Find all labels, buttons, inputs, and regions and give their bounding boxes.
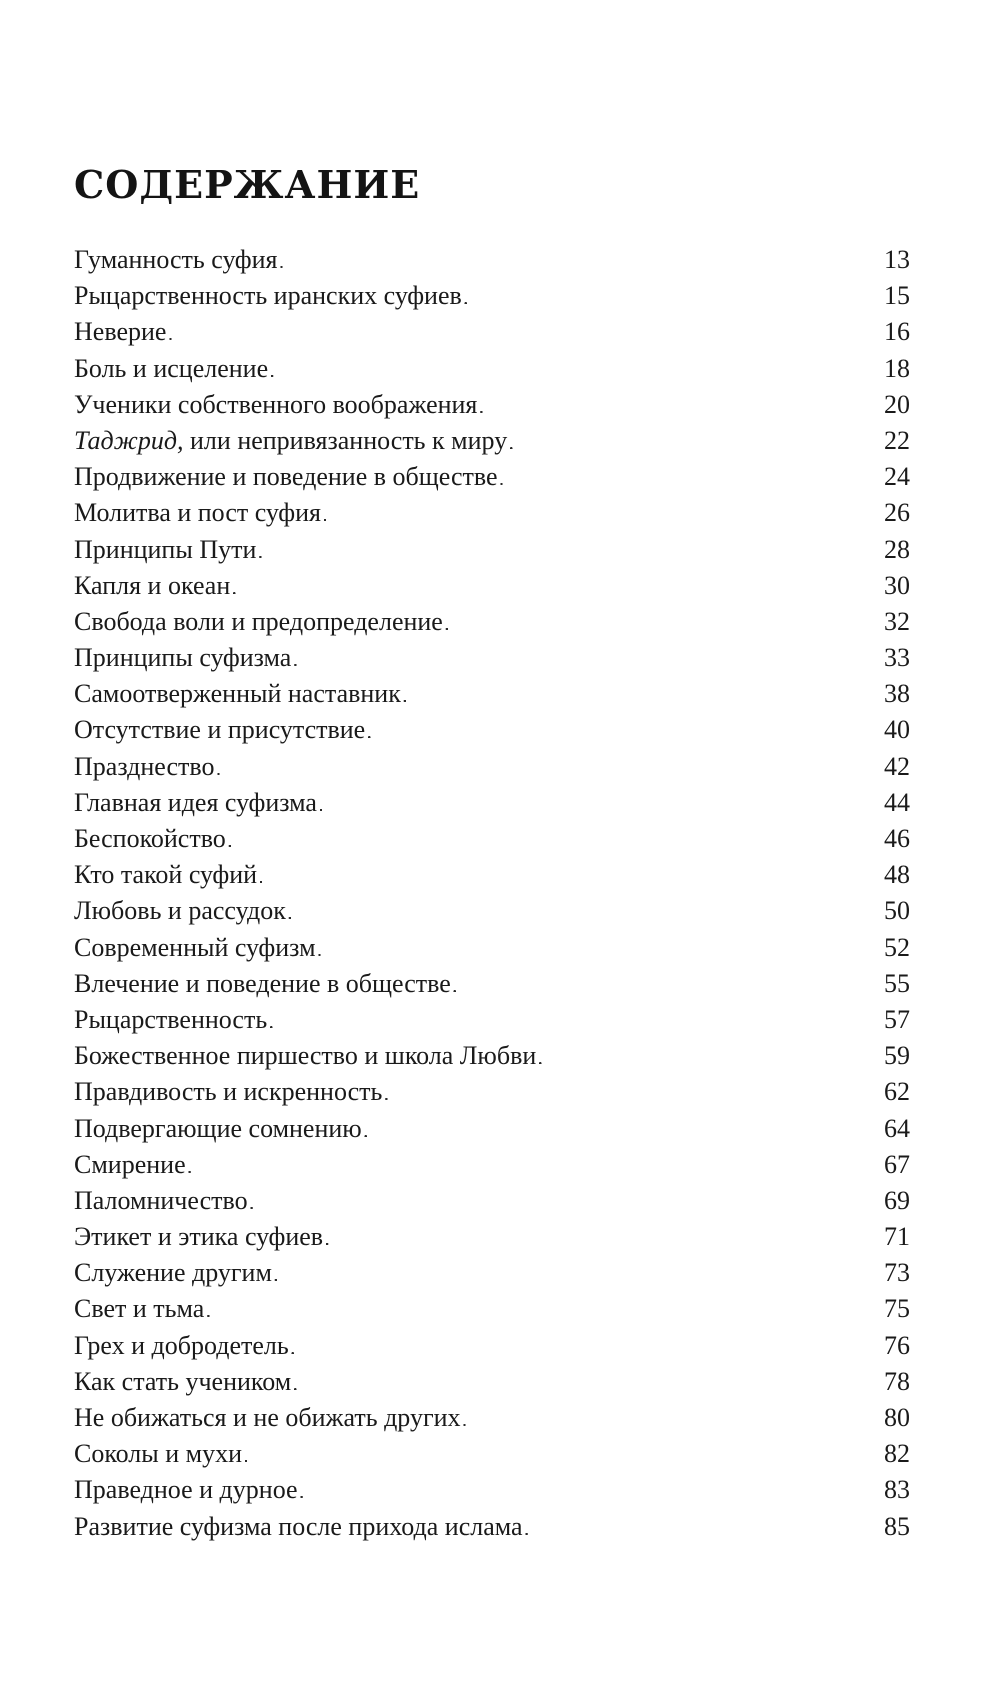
- toc-entry-page-number: 50: [884, 896, 910, 926]
- toc-dot-leader: [538, 1038, 882, 1078]
- toc-entry-page-number: 48: [884, 860, 910, 890]
- toc-entry-page-number: 57: [884, 1004, 910, 1034]
- toc-entry-title: [74, 857, 257, 893]
- toc-entry-title: [74, 423, 507, 459]
- toc-dot-leader: [453, 966, 882, 1006]
- toc-entry-title-text: Молитва и пост суфия: [74, 498, 321, 528]
- toc-entry-title-text: Капля и океан: [74, 570, 231, 600]
- toc-entry-title-text: Праведное и дурное: [74, 1475, 298, 1505]
- toc-dot-leader: [509, 423, 882, 463]
- toc-entry-title: [74, 1509, 523, 1545]
- toc-entry-title: [74, 1400, 461, 1436]
- toc-entry-title-text: Развитие суфизма после прихода ислама: [74, 1511, 523, 1541]
- toc-entry-title-text: Беспокойство: [74, 824, 226, 853]
- page-title: СОДЕРЖАНИЕ: [74, 162, 421, 207]
- toc-entry: [74, 1002, 910, 1038]
- toc-entry-title: [74, 1074, 382, 1110]
- toc-entry: [74, 857, 910, 893]
- toc-dot-leader: [280, 242, 882, 282]
- toc-entry: [74, 640, 910, 676]
- toc-dot-leader: [525, 1509, 882, 1549]
- toc-entry-title: [74, 1436, 242, 1472]
- toc-entry-title: [74, 1147, 186, 1183]
- toc-entry-title: [74, 314, 166, 350]
- toc-dot-leader: [228, 821, 882, 861]
- toc-dot-leader: [259, 857, 882, 897]
- toc-entry-title: [74, 712, 365, 748]
- toc-dot-leader: [269, 1002, 882, 1042]
- toc-entry-title-text: Служение другим: [74, 1258, 272, 1288]
- toc-entry: [74, 314, 910, 350]
- toc-entry-title: [74, 966, 451, 1002]
- toc-entry-title: [74, 532, 256, 568]
- toc-entry: [74, 278, 910, 314]
- toc-entry-title-text: Неверие: [74, 317, 167, 347]
- toc-entry: [74, 893, 910, 929]
- toc-entry-title-text: Соколы и мухи: [74, 1439, 243, 1469]
- toc-dot-leader: [384, 1074, 882, 1114]
- toc-dot-leader: [293, 640, 882, 680]
- toc-entry-title-text: Гуманность суфия: [74, 245, 278, 274]
- toc-entry-title: [74, 1002, 267, 1038]
- toc-entry-page-number: 82: [884, 1439, 910, 1469]
- toc-entry: [74, 568, 910, 604]
- toc-dot-leader: [258, 532, 882, 572]
- toc-entry-title-text: или непривязанность к миру: [183, 425, 508, 455]
- toc-entry-title-text: Продвижение и поведение в обществе: [74, 462, 498, 492]
- toc-dot-leader: [270, 351, 882, 391]
- toc-entry-title-text: Принципы Пути: [74, 534, 257, 564]
- toc-dot-leader: [403, 676, 882, 716]
- toc-entry-page-number: 32: [884, 606, 910, 636]
- toc-entry-page-number: 20: [884, 389, 910, 419]
- toc-entry: [74, 930, 910, 966]
- toc-entry-title: [74, 1255, 272, 1291]
- toc-entry-title-text: Смирение: [74, 1149, 186, 1179]
- toc-dot-leader: [479, 387, 882, 427]
- toc-entry-title-text: Паломничество: [74, 1185, 248, 1215]
- toc-dot-leader: [367, 712, 882, 752]
- toc-entry: [74, 676, 910, 712]
- toc-entry-title-text: Празднество: [74, 751, 215, 781]
- toc-dot-leader: [464, 278, 882, 318]
- toc-entry-title: [74, 278, 462, 314]
- toc-dot-leader: [274, 1255, 882, 1295]
- toc-entry: [74, 387, 910, 423]
- toc-entry-page-number: 16: [884, 317, 910, 347]
- toc-dot-leader: [463, 1400, 882, 1440]
- toc-entry-title-text: Рыцарственность: [74, 1004, 268, 1034]
- toc-entry: [74, 1074, 910, 1110]
- toc-entry-title: [74, 821, 226, 857]
- toc-entry: [74, 423, 910, 459]
- toc-entry-title-text: Как стать учеником: [74, 1366, 292, 1396]
- toc-entry: [74, 604, 910, 640]
- toc-entry-title: [74, 1328, 289, 1364]
- toc-entry-title: [74, 242, 278, 278]
- toc-entry: [74, 1436, 910, 1472]
- table-of-contents: [74, 242, 910, 1545]
- toc-dot-leader: [300, 1472, 882, 1512]
- toc-entry-title: [74, 604, 443, 640]
- toc-entry-title: [74, 1219, 323, 1255]
- toc-entry-title-text: Отсутствие и присутствие: [74, 715, 366, 745]
- toc-entry-title: [74, 930, 316, 966]
- toc-entry-page-number: 52: [884, 932, 910, 962]
- toc-entry: [74, 821, 910, 857]
- toc-entry-title-text: Любовь и рассудок: [74, 896, 286, 926]
- toc-entry-title-text: Ученики собственного воображения: [74, 389, 478, 419]
- toc-dot-leader: [500, 459, 882, 499]
- toc-entry: [74, 242, 910, 278]
- toc-entry: [74, 1364, 910, 1400]
- toc-entry-title-text: Принципы суфизма: [74, 643, 292, 673]
- toc-dot-leader: [188, 1147, 882, 1187]
- toc-entry: [74, 351, 910, 387]
- toc-entry-title: [74, 640, 291, 676]
- toc-entry-title-text: Самоотверженный наставник: [74, 679, 401, 709]
- toc-entry-page-number: 83: [884, 1475, 910, 1505]
- toc-dot-leader: [206, 1291, 882, 1331]
- toc-entry-page-number: 78: [884, 1366, 910, 1396]
- toc-entry-title: [74, 1364, 291, 1400]
- toc-entry-page-number: 64: [884, 1113, 910, 1143]
- toc-dot-leader: [216, 749, 882, 789]
- toc-entry: [74, 1183, 910, 1219]
- toc-entry-page-number: 46: [884, 824, 910, 853]
- toc-entry-title: [74, 495, 321, 531]
- toc-entry-page-number: 67: [884, 1149, 910, 1179]
- toc-entry-title-text: Не обижаться и не обижать других: [74, 1403, 461, 1432]
- toc-entry-title: [74, 1291, 204, 1327]
- toc-entry: [74, 1472, 910, 1508]
- toc-entry-page-number: 55: [884, 968, 910, 998]
- toc-entry-title: [74, 1038, 536, 1074]
- toc-entry-title: [74, 1472, 298, 1508]
- toc-entry-title: [74, 785, 317, 821]
- toc-dot-leader: [291, 1328, 882, 1368]
- toc-entry-title: [74, 1111, 362, 1147]
- toc-entry-title-text: Свобода воли и предопределение: [74, 606, 443, 636]
- toc-entry-page-number: 80: [884, 1403, 910, 1432]
- toc-dot-leader: [323, 495, 882, 535]
- toc-entry-title-text: Свет и тьма: [74, 1294, 205, 1324]
- toc-entry-page-number: 15: [884, 281, 910, 311]
- toc-entry-page-number: 40: [884, 715, 910, 745]
- toc-dot-leader: [244, 1436, 882, 1476]
- toc-entry-page-number: 24: [884, 462, 910, 492]
- toc-entry-page-number: 13: [884, 245, 910, 274]
- toc-entry-page-number: 38: [884, 679, 910, 709]
- toc-entry: [74, 1111, 910, 1147]
- toc-entry: [74, 1255, 910, 1291]
- toc-entry: [74, 749, 910, 785]
- toc-entry: [74, 1147, 910, 1183]
- toc-entry-page-number: 26: [884, 498, 910, 528]
- toc-entry-page-number: 18: [884, 353, 910, 383]
- toc-entry-title-text: Боль и исцеление: [74, 353, 269, 383]
- toc-entry: [74, 1038, 910, 1074]
- toc-entry-title: [74, 749, 214, 785]
- toc-entry-title-text: Рыцарственность иранских суфиев: [74, 281, 462, 311]
- toc-entry-page-number: 22: [884, 425, 910, 455]
- toc-entry-page-number: 75: [884, 1294, 910, 1324]
- toc-entry-page-number: 76: [884, 1330, 910, 1360]
- toc-entry-title: [74, 568, 230, 604]
- toc-entry-page-number: 71: [884, 1222, 910, 1252]
- toc-entry: [74, 785, 910, 821]
- toc-entry: [74, 495, 910, 531]
- toc-entry: [74, 532, 910, 568]
- toc-entry-page-number: 85: [884, 1511, 910, 1541]
- toc-entry-page-number: 73: [884, 1258, 910, 1288]
- toc-entry-title-text: Влечение и поведение в обществе: [74, 968, 451, 998]
- toc-entry-page-number: 69: [884, 1185, 910, 1215]
- toc-entry: [74, 1291, 910, 1327]
- toc-dot-leader: [445, 604, 882, 644]
- toc-dot-leader: [319, 785, 882, 825]
- toc-entry-title: [74, 893, 286, 929]
- toc-entry-page-number: 62: [884, 1077, 910, 1107]
- toc-entry-title: [74, 459, 498, 495]
- toc-entry-title-text: Этикет и этика суфиев: [74, 1222, 324, 1252]
- toc-entry: [74, 1219, 910, 1255]
- toc-dot-leader: [293, 1364, 882, 1404]
- toc-entry: [74, 966, 910, 1002]
- toc-entry-title-text: Подвергающие сомнению: [74, 1113, 362, 1143]
- toc-dot-leader: [325, 1219, 882, 1259]
- toc-entry-title-text: Главная идея суфизма: [74, 787, 317, 817]
- toc-entry-title-text: Кто такой суфий: [74, 860, 258, 890]
- toc-entry-page-number: 30: [884, 570, 910, 600]
- toc-entry-page-number: 59: [884, 1041, 910, 1071]
- toc-entry-title-italic: Таджрид,: [74, 425, 184, 455]
- toc-dot-leader: [168, 314, 882, 354]
- toc-entry-page-number: 42: [884, 751, 910, 781]
- toc-entry: [74, 459, 910, 495]
- toc-entry: [74, 1509, 910, 1545]
- toc-entry: [74, 1328, 910, 1364]
- toc-entry-title: [74, 1183, 248, 1219]
- toc-dot-leader: [318, 930, 882, 970]
- toc-entry: [74, 1400, 910, 1436]
- toc-entry-title: [74, 351, 268, 387]
- toc-entry-title: [74, 676, 401, 712]
- toc-dot-leader: [232, 568, 882, 608]
- toc-entry-title-text: Правдивость и искренность: [74, 1077, 383, 1107]
- toc-entry-page-number: 44: [884, 787, 910, 817]
- toc-dot-leader: [288, 893, 882, 933]
- toc-entry-title-text: Современный суфизм: [74, 932, 316, 962]
- toc-entry-title-text: Грех и добродетель: [74, 1330, 289, 1360]
- toc-entry-title: [74, 387, 477, 423]
- toc-entry-title-text: Божественное пиршество и школа Любви: [74, 1041, 537, 1071]
- toc-dot-leader: [364, 1111, 882, 1151]
- toc-entry-page-number: 33: [884, 643, 910, 673]
- toc-entry-page-number: 28: [884, 534, 910, 564]
- toc-entry: [74, 712, 910, 748]
- toc-dot-leader: [250, 1183, 882, 1223]
